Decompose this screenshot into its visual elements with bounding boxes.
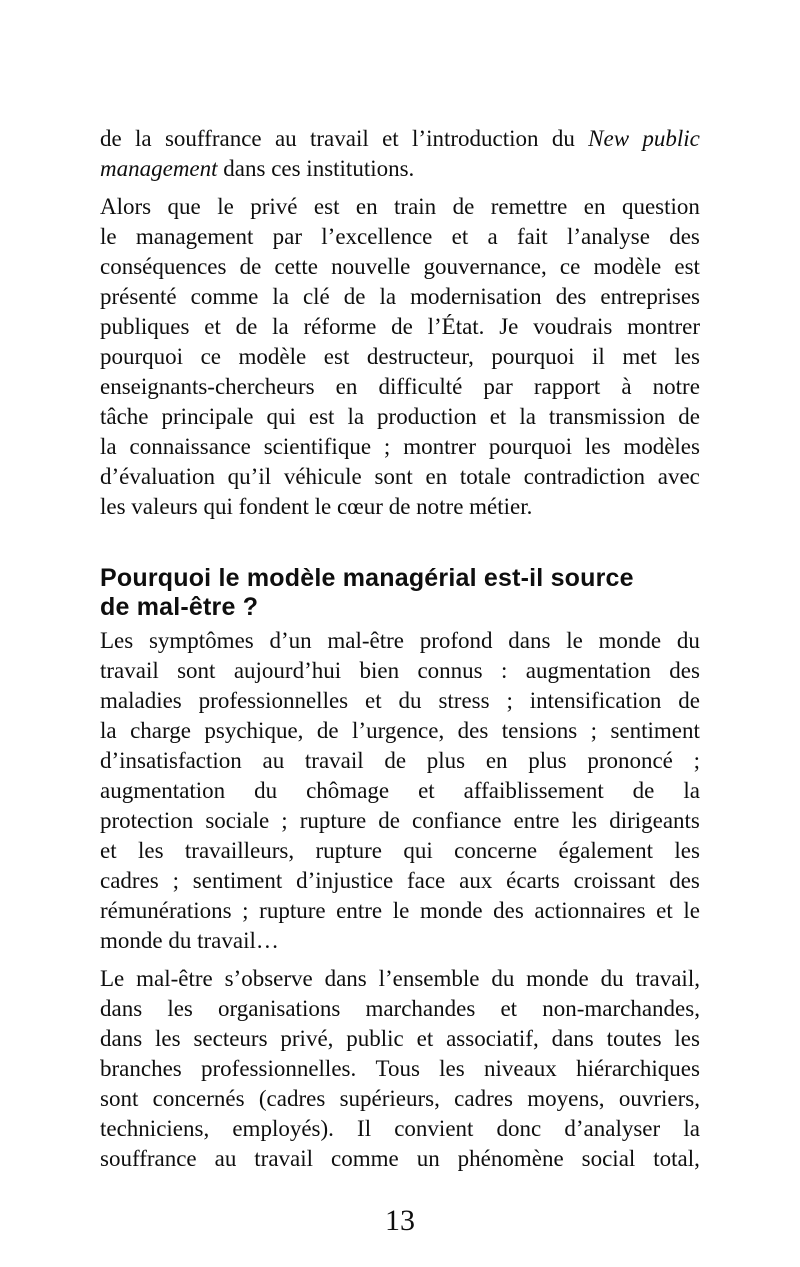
paragraph-1 bbox=[100, 124, 700, 184]
text-line: techniciens, employés). Il convient donc d’analyser la bbox=[100, 1116, 700, 1141]
text-line: rémunérations ; rupture entre le monde des actionnaires et le bbox=[100, 898, 700, 923]
text-line: enseignants-chercheurs en difficulté par rapport à notre bbox=[100, 374, 700, 399]
text-line: Le mal-être s’observe dans l’ensemble du monde du travail, bbox=[100, 966, 700, 991]
text-line: publiques et de la réforme de l’État. Je voudrais montrer bbox=[100, 314, 700, 339]
text-line: et les travailleurs, rupture qui concerne également les bbox=[100, 838, 700, 863]
heading-line: de mal-être ? bbox=[100, 593, 259, 621]
text-line: monde du travail… bbox=[100, 928, 279, 953]
text-line: branches professionnelles. Tous les niveaux hiérarchiques bbox=[100, 1056, 700, 1081]
paragraph-2 bbox=[100, 192, 700, 522]
text-line: d’évaluation qu’il véhicule sont en totale contradiction avec bbox=[100, 464, 700, 489]
text-line: protection sociale ; rupture de confiance entre les dirigeants bbox=[100, 808, 700, 833]
text-line: tâche principale qui est la production et la transmission de bbox=[100, 404, 700, 429]
text-line: dans les secteurs privé, public et associatif, dans toutes les bbox=[100, 1026, 700, 1051]
text-line: souffrance au travail comme un phénomène social total, bbox=[100, 1146, 700, 1171]
text-line: présenté comme la clé de la modernisation des entreprises bbox=[100, 284, 700, 309]
paragraph-3 bbox=[100, 626, 700, 956]
text-line: de la souffrance au travail et l’introduction du New public bbox=[100, 126, 700, 151]
text-line: dans les organisations marchandes et non-marchandes, bbox=[100, 996, 700, 1021]
text-line: la connaissance scientifique ; montrer pourquoi les modèles bbox=[100, 434, 700, 459]
section-heading bbox=[100, 564, 700, 622]
text-line: Alors que le privé est en train de remettre en question bbox=[100, 194, 700, 219]
heading-line: Pourquoi le modèle managérial est-il source bbox=[100, 564, 634, 592]
text-line: maladies professionnelles et du stress ; intensification de bbox=[100, 688, 700, 713]
text-line: travail sont aujourd’hui bien connus : augmentation des bbox=[100, 658, 700, 683]
text-line: la charge psychique, de l’urgence, des tensions ; sentiment bbox=[100, 718, 700, 743]
page-body bbox=[100, 124, 700, 1182]
text-line: management dans ces institutions. bbox=[100, 156, 415, 181]
text-line: les valeurs qui fondent le cœur de notre métier. bbox=[100, 494, 533, 519]
text-line: cadres ; sentiment d’injustice face aux écarts croissant des bbox=[100, 868, 700, 893]
text-line: augmentation du chômage et affaiblissement de la bbox=[100, 778, 700, 803]
text-line: sont concernés (cadres supérieurs, cadres moyens, ouvriers, bbox=[100, 1086, 700, 1111]
text-line: conséquences de cette nouvelle gouvernance, ce modèle est bbox=[100, 254, 700, 279]
text-line: pourquoi ce modèle est destructeur, pourquoi il met les bbox=[100, 344, 700, 369]
paragraph-4 bbox=[100, 964, 700, 1174]
text-line: d’insatisfaction au travail de plus en plus prononcé ; bbox=[100, 748, 700, 773]
text-line: le management par l’excellence et a fait l’analyse des bbox=[100, 224, 700, 249]
page-number: 13 bbox=[385, 1204, 415, 1237]
text-line: Les symptômes d’un mal-être profond dans le monde du bbox=[100, 628, 700, 653]
